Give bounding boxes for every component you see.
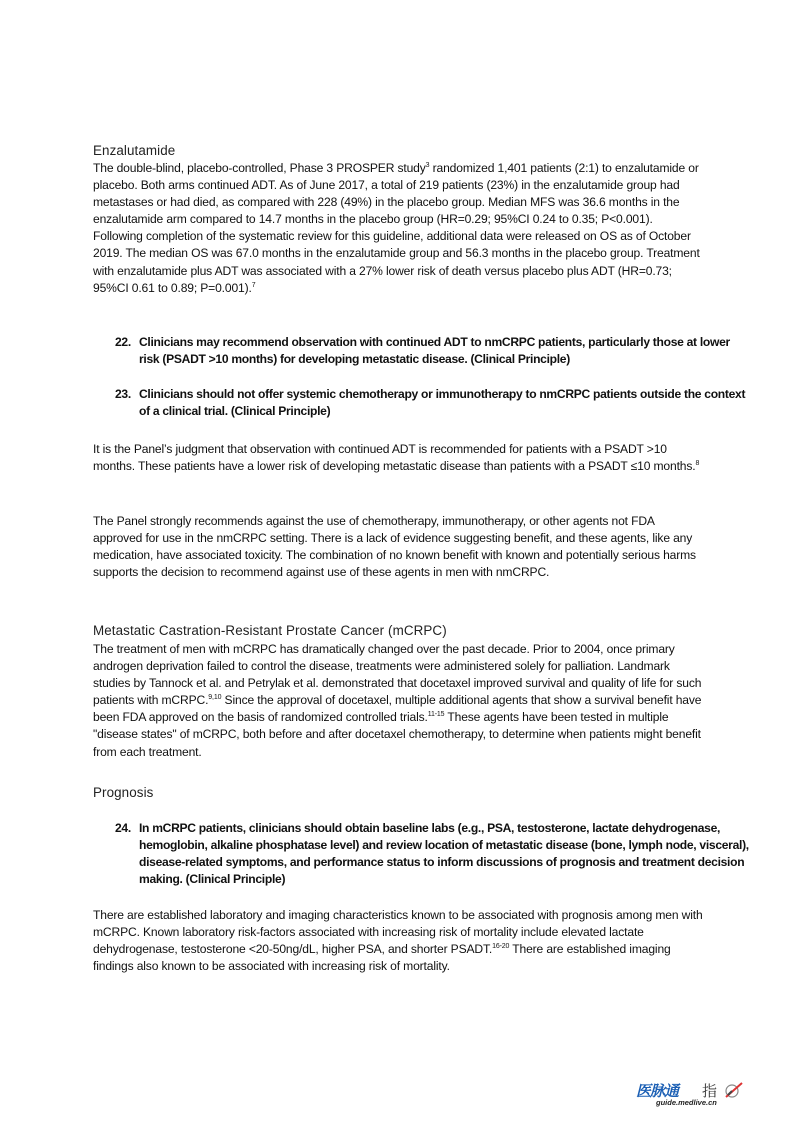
recommendation-22: 22. Clinicians may recommend observation with continued ADT to nmCRPC patients, particularly those at lower risk (PSADT >10 months) for developing metastatic disease. (Clinical Principle) (115, 335, 730, 367)
enzalutamide-paragraph: The double-blind, placebo-controlled, Phase 3 PROSPER study$^3$ randomized 1,401 patients (2:1) to enzalutamide or placebo. Both arms continued ADT. As of June 2017, a total of 219 patients (23%) in the enzalutamide group had metastases or had died, as compared with 228 (49%) in the placebo group. Median MFS was 36.6 months in the enzalutamide arm compared to 14.7 months in the placebo group (HR=0.29; 95%CI 0.24 to 0.35; P<0.001). Following completion of the systematic review for this guideline, additional data were released on OS as of October 2019. The median OS was 67.0 months in the enzalutamide group and 56.3 months in the placebo group. Treatment with enzalutamide plus ADT was associated with a 27% lower risk of death versus placebo plus ADT (HR=0.73; 95%CI 0.61 to 0.89; P=0.001).$^7$ (93, 161, 700, 295)
medlive-logo (636, 1080, 756, 1110)
citation: 11-15 (427, 711, 445, 719)
mcrpc-paragraph: The treatment of men with mCRPC has dramatically changed over the past decade. Prior to 2004, once primary androgen deprivation failed to control the disease, treatments were administered solely for palliation. Landmark studies by Tannock et al. and Petrylak et al. demonstrated that docetaxel improved survival and quality of life for such patients with mCRPC.$^{9,10}$ Since the approval of docetaxel, multiple additional agents that show a survival benefit have been FDA approved on the basis of randomized controlled trials.$^{11-15}$ These agents have been tested in multiple "disease states" of mCRPC, both before and after docetaxel chemotherapy, to determine when patients might benefit from each treatment. (93, 642, 702, 759)
citation: 7 (251, 281, 256, 289)
logo-url: guide.medlive.cn (656, 1098, 717, 1107)
citation: 16-20 (492, 943, 510, 951)
panel-judgment-paragraph: It is the Panel’s judgment that observation with continued ADT is recommended for patients with a PSADT >10 months. These patients have a lower risk of developing metastatic disease than patients with a PSADT ≤10 months.$^8$ (93, 442, 700, 474)
citation: 3 (425, 162, 430, 169)
panel-against-paragraph: The Panel strongly recommends against the use of chemotherapy, immunotherapy, or other agents not FDA approved for use in the nmCRPC setting. There is a lack of evidence suggesting benefit, and these agents, like any medication, have associated toxicity. The combination of no known benefit with known and potentially serious harms supports the decision to recommend against use of these agents in men with nmCRPC. (93, 514, 696, 580)
citation: 8 (695, 460, 700, 468)
prognosis-paragraph: There are established laboratory and imaging characteristics known to be associated with prognosis among men with mCRPC. Known laboratory risk-factors associated with increasing risk of mortality include elevated lactate dehydrogenase, testosterone <20-50ng/dL, higher PSA, and shorter PSADT.$^{16-20}$ There are established imaging findings also known to be associated with increasing risk of mortality. (93, 908, 703, 974)
heading-prognosis: Prognosis (93, 785, 154, 800)
logo-suffix: 指 (702, 1083, 718, 1100)
compass-icon (722, 1080, 744, 1100)
recommendation-24: 24. In mCRPC patients, clinicians should obtain baseline labs (e.g., PSA, testosterone, lactate dehydrogenase, hemoglobin, alkaline phosphatase level) and review location of metastatic disease (bone, lymph node, visceral), disease-related symptoms, and performance status to inform discussions of prognosis and treatment decision making. (Clinical Principle) (115, 821, 749, 887)
recommendation-23: 23. Clinicians should not offer systemic chemotherapy or immunotherapy to nmCRPC patients outside the context of a clinical trial. (Clinical Principle) (115, 387, 746, 419)
heading-mcrpc: Metastatic Castration-Resistant Prostate Cancer (mCRPC) (93, 623, 447, 638)
logo-text: 医脉通 (636, 1083, 679, 1100)
citation: 9,10 (208, 694, 222, 702)
heading-enzalutamide: Enzalutamide (93, 143, 176, 158)
